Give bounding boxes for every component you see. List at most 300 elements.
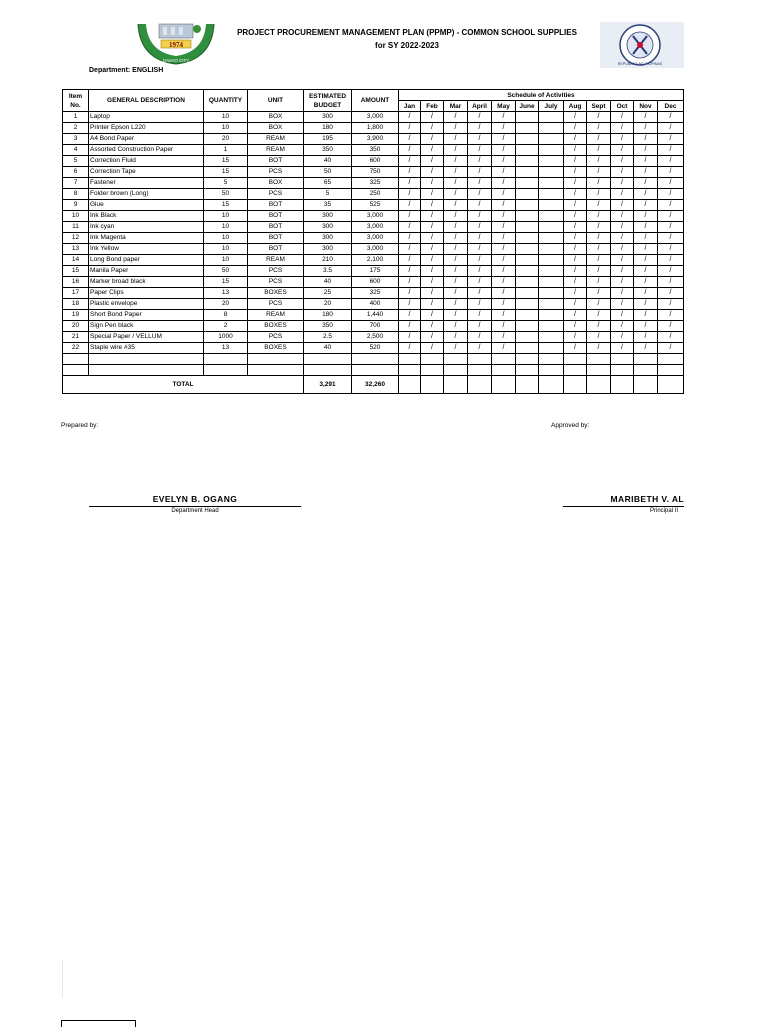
schedule-cell: / <box>444 123 468 134</box>
schedule-cell: / <box>658 233 684 244</box>
schedule-cell: / <box>399 156 421 167</box>
schedule-cell: / <box>468 123 492 134</box>
col-description: GENERAL DESCRIPTION <box>89 90 204 112</box>
blank-cell <box>468 365 492 376</box>
schedule-cell: / <box>421 277 444 288</box>
schedule-cell: / <box>468 145 492 156</box>
schedule-cell: / <box>444 178 468 189</box>
blank-cell <box>204 365 248 376</box>
schedule-cell: / <box>587 156 611 167</box>
unit-cell: PCS <box>248 332 304 343</box>
schedule-cell: / <box>399 145 421 156</box>
quantity-cell: 50 <box>204 266 248 277</box>
amount-cell: 3,000 <box>352 244 399 255</box>
unit-cell: BOT <box>248 233 304 244</box>
schedule-cell: / <box>399 123 421 134</box>
schedule-cell <box>539 167 564 178</box>
quantity-cell: 20 <box>204 134 248 145</box>
item-no-cell: 7 <box>63 178 89 189</box>
deped-seal-logo <box>600 22 684 68</box>
budget-cell: 25 <box>304 288 352 299</box>
schedule-cell: / <box>587 299 611 310</box>
item-no-cell: 16 <box>63 277 89 288</box>
amount-cell: 325 <box>352 288 399 299</box>
schedule-cell: / <box>444 134 468 145</box>
blank-cell <box>248 354 304 365</box>
schedule-cell: / <box>564 167 587 178</box>
blank-cell <box>399 354 421 365</box>
month-header: April <box>468 101 492 112</box>
schedule-cell: / <box>634 134 658 145</box>
schedule-cell: / <box>468 321 492 332</box>
schedule-cell: / <box>444 244 468 255</box>
item-no-cell: 12 <box>63 233 89 244</box>
schedule-cell: / <box>399 211 421 222</box>
month-header: Feb <box>421 101 444 112</box>
item-no-cell: 3 <box>63 134 89 145</box>
schedule-cell: / <box>587 200 611 211</box>
schedule-cell <box>516 343 539 354</box>
schedule-cell: / <box>468 134 492 145</box>
schedule-cell: / <box>468 156 492 167</box>
schedule-cell: / <box>444 266 468 277</box>
blank-cell <box>492 365 516 376</box>
budget-cell: 20 <box>304 299 352 310</box>
schedule-cell <box>539 123 564 134</box>
blank-cell <box>564 354 587 365</box>
schedule-cell <box>516 299 539 310</box>
table-row <box>63 222 684 233</box>
unit-cell: REAM <box>248 310 304 321</box>
schedule-cell: / <box>587 222 611 233</box>
prepared-by-label: Prepared by: <box>61 422 99 429</box>
schedule-cell: / <box>634 156 658 167</box>
table-row <box>63 266 684 277</box>
blank-cell <box>658 354 684 365</box>
table-row <box>63 299 684 310</box>
quantity-cell: 1000 <box>204 332 248 343</box>
schedule-cell: / <box>468 332 492 343</box>
schedule-cell: / <box>399 299 421 310</box>
total-schedule-cell <box>421 376 444 394</box>
schedule-cell: / <box>564 189 587 200</box>
schedule-cell: / <box>634 233 658 244</box>
blank-cell <box>516 354 539 365</box>
schedule-cell: / <box>564 211 587 222</box>
schedule-cell: / <box>468 299 492 310</box>
schedule-cell: / <box>421 211 444 222</box>
svg-text:1974: 1974 <box>169 41 183 49</box>
schedule-cell: / <box>421 233 444 244</box>
schedule-cell: / <box>611 167 634 178</box>
unit-cell: PCS <box>248 167 304 178</box>
description-cell: Special Paper / VELLUM <box>89 332 204 343</box>
budget-cell: 50 <box>304 167 352 178</box>
svg-text:DAVAO CITY: DAVAO CITY <box>162 58 190 63</box>
table-row <box>63 244 684 255</box>
schedule-cell <box>516 277 539 288</box>
schedule-cell: / <box>564 299 587 310</box>
schedule-cell: / <box>634 299 658 310</box>
schedule-cell: / <box>421 266 444 277</box>
schedule-cell: / <box>421 200 444 211</box>
budget-cell: 350 <box>304 321 352 332</box>
col-unit: UNIT <box>248 90 304 112</box>
schedule-cell: / <box>421 222 444 233</box>
schedule-cell: / <box>468 310 492 321</box>
schedule-cell <box>516 123 539 134</box>
schedule-cell <box>516 332 539 343</box>
schedule-cell <box>516 112 539 123</box>
schedule-cell: / <box>421 299 444 310</box>
schedule-cell: / <box>658 299 684 310</box>
total-schedule-cell <box>539 376 564 394</box>
table-row <box>63 211 684 222</box>
schedule-cell: / <box>658 343 684 354</box>
schedule-cell: / <box>492 255 516 266</box>
schedule-cell: / <box>421 156 444 167</box>
blank-cell <box>516 365 539 376</box>
schedule-cell: / <box>444 211 468 222</box>
schedule-cell: / <box>611 134 634 145</box>
schedule-cell: / <box>611 200 634 211</box>
schedule-cell: / <box>492 266 516 277</box>
amount-cell: 3,000 <box>352 211 399 222</box>
schedule-cell: / <box>611 288 634 299</box>
schedule-cell: / <box>587 189 611 200</box>
schedule-cell <box>539 266 564 277</box>
schedule-cell <box>539 321 564 332</box>
amount-cell: 600 <box>352 277 399 288</box>
total-schedule-cell <box>399 376 421 394</box>
schedule-cell <box>539 255 564 266</box>
schedule-cell <box>516 156 539 167</box>
schedule-cell <box>539 299 564 310</box>
schedule-cell: / <box>468 244 492 255</box>
budget-cell: 195 <box>304 134 352 145</box>
description-cell: Short Bond Paper <box>89 310 204 321</box>
schedule-cell: / <box>587 321 611 332</box>
schedule-cell: / <box>421 310 444 321</box>
quantity-cell: 13 <box>204 288 248 299</box>
approver-name: MARIBETH V. AL <box>610 494 684 504</box>
preparer-name: EVELYN B. OGANG <box>152 494 238 504</box>
budget-cell: 40 <box>304 343 352 354</box>
schedule-cell: / <box>611 255 634 266</box>
col-estimated-budget: ESTIMATED BUDGET <box>304 90 352 112</box>
preparer-role: Department Head <box>171 508 219 514</box>
col-schedule: Schedule of Activities <box>399 90 684 101</box>
budget-cell: 40 <box>304 156 352 167</box>
schedule-cell: / <box>421 178 444 189</box>
blank-cell <box>63 365 89 376</box>
schedule-cell: / <box>564 255 587 266</box>
schedule-cell: / <box>658 189 684 200</box>
schedule-cell: / <box>421 244 444 255</box>
schedule-cell: / <box>468 277 492 288</box>
schedule-cell: / <box>399 178 421 189</box>
schedule-cell: / <box>634 332 658 343</box>
blank-cell <box>63 354 89 365</box>
schedule-cell: / <box>492 134 516 145</box>
schedule-cell: / <box>658 178 684 189</box>
schedule-cell: / <box>611 310 634 321</box>
schedule-cell: / <box>444 277 468 288</box>
blank-cell <box>468 354 492 365</box>
description-cell: Glue <box>89 200 204 211</box>
schedule-cell: / <box>444 332 468 343</box>
schedule-cell: / <box>564 310 587 321</box>
schedule-cell: / <box>421 255 444 266</box>
unit-cell: BOXES <box>248 343 304 354</box>
schedule-cell: / <box>492 123 516 134</box>
schedule-cell: / <box>564 134 587 145</box>
quantity-cell: 15 <box>204 167 248 178</box>
table-row <box>63 310 684 321</box>
schedule-cell: / <box>587 277 611 288</box>
unit-cell: BOT <box>248 200 304 211</box>
unit-cell: BOX <box>248 123 304 134</box>
schedule-cell: / <box>587 178 611 189</box>
schedule-cell: / <box>468 288 492 299</box>
schedule-cell <box>516 222 539 233</box>
schedule-cell: / <box>611 299 634 310</box>
blank-cell <box>658 365 684 376</box>
schedule-cell: / <box>492 277 516 288</box>
document-subtitle: for SY 2022-2023 <box>375 41 439 50</box>
total-schedule-cell <box>634 376 658 394</box>
schedule-cell: / <box>444 145 468 156</box>
department-label: Department: ENGLISH <box>89 67 164 74</box>
schedule-cell <box>516 189 539 200</box>
schedule-cell: / <box>444 343 468 354</box>
schedule-cell: / <box>611 112 634 123</box>
schedule-cell: / <box>444 255 468 266</box>
description-cell: Correction Tape <box>89 167 204 178</box>
schedule-cell: / <box>658 244 684 255</box>
schedule-cell: / <box>587 145 611 156</box>
schedule-cell: / <box>444 156 468 167</box>
schedule-cell: / <box>468 255 492 266</box>
schedule-cell: / <box>634 211 658 222</box>
unit-cell: BOT <box>248 211 304 222</box>
table-row <box>63 332 684 343</box>
schedule-cell: / <box>468 233 492 244</box>
description-cell: Ink Magenta <box>89 233 204 244</box>
schedule-cell: / <box>634 167 658 178</box>
col-item-no: Item No. <box>63 90 89 112</box>
schedule-cell: / <box>634 255 658 266</box>
schedule-cell: / <box>564 277 587 288</box>
schedule-cell: / <box>658 134 684 145</box>
schedule-cell: / <box>421 112 444 123</box>
schedule-cell: / <box>587 332 611 343</box>
blank-cell <box>634 354 658 365</box>
schedule-cell: / <box>611 123 634 134</box>
month-header: Oct <box>611 101 634 112</box>
schedule-cell: / <box>611 321 634 332</box>
budget-cell: 300 <box>304 211 352 222</box>
total-schedule-cell <box>516 376 539 394</box>
schedule-cell: / <box>399 244 421 255</box>
amount-cell: 1,800 <box>352 123 399 134</box>
item-no-cell: 20 <box>63 321 89 332</box>
description-cell: Marker broad black <box>89 277 204 288</box>
schedule-cell: / <box>492 233 516 244</box>
schedule-cell: / <box>444 299 468 310</box>
schedule-cell: / <box>611 343 634 354</box>
schedule-cell: / <box>444 189 468 200</box>
schedule-cell: / <box>492 156 516 167</box>
schedule-cell: / <box>564 244 587 255</box>
schedule-cell: / <box>611 332 634 343</box>
description-cell: Paper Clips <box>89 288 204 299</box>
schedule-cell: / <box>421 332 444 343</box>
budget-cell: 3.5 <box>304 266 352 277</box>
description-cell: Manila Paper <box>89 266 204 277</box>
approver-name-clip <box>563 494 684 504</box>
quantity-cell: 50 <box>204 189 248 200</box>
schedule-cell <box>539 222 564 233</box>
unit-cell: BOX <box>248 112 304 123</box>
item-no-cell: 11 <box>63 222 89 233</box>
schedule-cell <box>516 266 539 277</box>
schedule-cell <box>516 288 539 299</box>
schedule-cell: / <box>564 266 587 277</box>
schedule-cell: / <box>658 277 684 288</box>
budget-cell: 2.5 <box>304 332 352 343</box>
schedule-cell: / <box>421 134 444 145</box>
scan-artifact <box>62 960 63 998</box>
schedule-cell: / <box>587 134 611 145</box>
amount-cell: 2,100 <box>352 255 399 266</box>
quantity-cell: 5 <box>204 178 248 189</box>
budget-cell: 300 <box>304 112 352 123</box>
table-row <box>63 255 684 266</box>
schedule-cell <box>539 178 564 189</box>
schedule-cell <box>516 211 539 222</box>
approved-by-label: Approved by: <box>551 422 590 429</box>
schedule-cell: / <box>658 211 684 222</box>
schedule-cell: / <box>492 288 516 299</box>
description-cell: Printer Epson L220 <box>89 123 204 134</box>
schedule-cell: / <box>587 244 611 255</box>
month-header: Aug <box>564 101 587 112</box>
schedule-cell: / <box>611 266 634 277</box>
schedule-cell: / <box>658 321 684 332</box>
unit-cell: PCS <box>248 266 304 277</box>
budget-cell: 180 <box>304 310 352 321</box>
table-row <box>63 189 684 200</box>
blank-cell <box>492 354 516 365</box>
unit-cell: PCS <box>248 299 304 310</box>
col-quantity: QUANTITY <box>204 90 248 112</box>
schedule-cell: / <box>587 123 611 134</box>
unit-cell: PCS <box>248 189 304 200</box>
schedule-cell: / <box>468 178 492 189</box>
item-no-cell: 21 <box>63 332 89 343</box>
unit-cell: PCS <box>248 277 304 288</box>
blank-cell <box>587 365 611 376</box>
blank-cell <box>444 365 468 376</box>
unit-cell: BOXES <box>248 321 304 332</box>
schedule-cell <box>539 112 564 123</box>
schedule-cell <box>516 255 539 266</box>
schedule-cell: / <box>587 233 611 244</box>
schedule-cell: / <box>564 123 587 134</box>
schedule-cell: / <box>399 167 421 178</box>
quantity-cell: 13 <box>204 343 248 354</box>
document-title: PROJECT PROCUREMENT MANAGEMENT PLAN (PPMP) - COMMON SCHOOL SUPPLIES <box>237 28 577 37</box>
schedule-cell: / <box>658 167 684 178</box>
quantity-cell: 1 <box>204 145 248 156</box>
schedule-cell: / <box>492 343 516 354</box>
schedule-cell: / <box>468 189 492 200</box>
month-header: Dec <box>658 101 684 112</box>
unit-cell: REAM <box>248 134 304 145</box>
total-label: TOTAL <box>63 376 304 394</box>
col-amount: AMOUNT <box>352 90 399 112</box>
month-header: Mar <box>444 101 468 112</box>
schedule-cell: / <box>492 299 516 310</box>
schedule-cell: / <box>444 200 468 211</box>
schedule-cell: / <box>492 112 516 123</box>
schedule-cell: / <box>492 211 516 222</box>
schedule-cell: / <box>444 112 468 123</box>
schedule-cell <box>539 310 564 321</box>
schedule-cell: / <box>634 123 658 134</box>
schedule-cell: / <box>611 189 634 200</box>
schedule-cell: / <box>399 332 421 343</box>
quantity-cell: 20 <box>204 299 248 310</box>
month-header: Nov <box>634 101 658 112</box>
schedule-cell <box>539 156 564 167</box>
unit-cell: REAM <box>248 255 304 266</box>
unit-cell: BOT <box>248 156 304 167</box>
amount-cell: 525 <box>352 200 399 211</box>
schedule-cell: / <box>399 134 421 145</box>
blank-cell <box>611 354 634 365</box>
schedule-cell: / <box>492 321 516 332</box>
schedule-cell <box>539 244 564 255</box>
amount-cell: 3,000 <box>352 112 399 123</box>
schedule-cell <box>516 244 539 255</box>
schedule-cell <box>516 134 539 145</box>
schedule-cell: / <box>399 112 421 123</box>
item-no-cell: 6 <box>63 167 89 178</box>
schedule-cell: / <box>444 288 468 299</box>
total-schedule-cell <box>611 376 634 394</box>
description-cell: Folder brown (Long) <box>89 189 204 200</box>
schedule-cell <box>516 310 539 321</box>
quantity-cell: 10 <box>204 123 248 134</box>
schedule-cell: / <box>587 266 611 277</box>
month-header: Jan <box>399 101 421 112</box>
schedule-cell: / <box>611 222 634 233</box>
schedule-cell: / <box>468 112 492 123</box>
blank-cell <box>304 365 352 376</box>
schedule-cell: / <box>587 255 611 266</box>
unit-cell: BOT <box>248 244 304 255</box>
schedule-cell: / <box>492 145 516 156</box>
item-no-cell: 1 <box>63 112 89 123</box>
amount-cell: 1,440 <box>352 310 399 321</box>
table-row <box>63 343 684 354</box>
budget-cell: 300 <box>304 233 352 244</box>
schedule-cell: / <box>611 244 634 255</box>
schedule-cell: / <box>658 222 684 233</box>
item-no-cell: 9 <box>63 200 89 211</box>
